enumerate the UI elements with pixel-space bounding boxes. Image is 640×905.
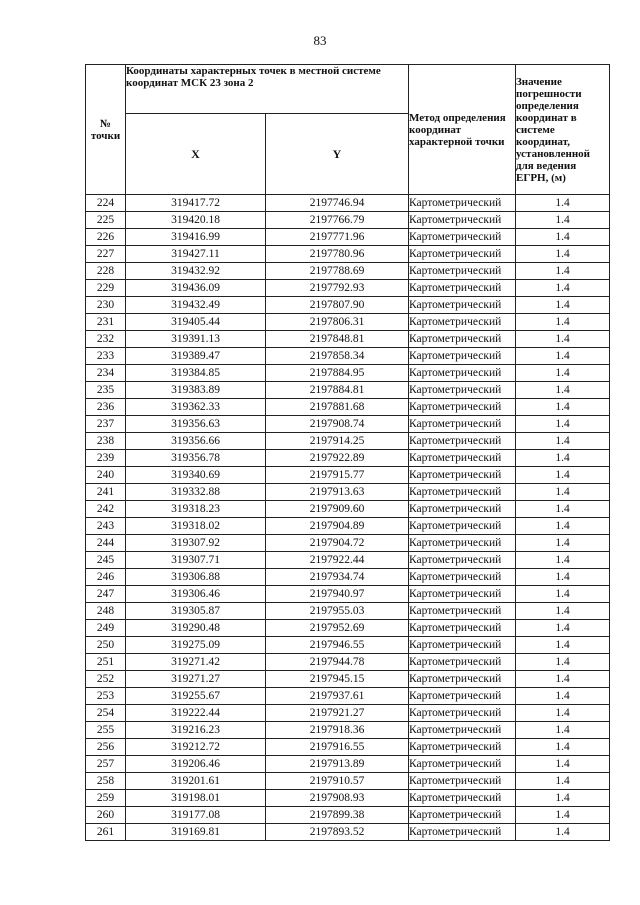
cell-method: Картометрический bbox=[409, 501, 516, 518]
cell-point-number: 230 bbox=[86, 297, 126, 314]
cell-method: Картометрический bbox=[409, 688, 516, 705]
cell-method: Картометрический bbox=[409, 331, 516, 348]
cell-accuracy: 1.4 bbox=[516, 586, 610, 603]
cell-point-number: 254 bbox=[86, 705, 126, 722]
cell-method: Картометрический bbox=[409, 246, 516, 263]
cell-method: Картометрический bbox=[409, 365, 516, 382]
cell-accuracy: 1.4 bbox=[516, 535, 610, 552]
cell-point-number: 229 bbox=[86, 280, 126, 297]
cell-accuracy: 1.4 bbox=[516, 603, 610, 620]
table-row bbox=[86, 280, 610, 297]
cell-x: 319416.99 bbox=[126, 229, 266, 246]
cell-point-number: 250 bbox=[86, 637, 126, 654]
cell-y: 2197908.93 bbox=[266, 790, 409, 807]
cell-x: 319356.63 bbox=[126, 416, 266, 433]
cell-y: 2197922.89 bbox=[266, 450, 409, 467]
cell-accuracy: 1.4 bbox=[516, 450, 610, 467]
cell-x: 319201.61 bbox=[126, 773, 266, 790]
cell-point-number: 251 bbox=[86, 654, 126, 671]
cell-accuracy: 1.4 bbox=[516, 756, 610, 773]
cell-accuracy: 1.4 bbox=[516, 654, 610, 671]
table-header bbox=[86, 65, 610, 195]
cell-point-number: 248 bbox=[86, 603, 126, 620]
cell-point-number: 241 bbox=[86, 484, 126, 501]
cell-point-number: 258 bbox=[86, 773, 126, 790]
cell-method: Картометрический bbox=[409, 654, 516, 671]
cell-x: 319222.44 bbox=[126, 705, 266, 722]
cell-y: 2197858.34 bbox=[266, 348, 409, 365]
table-row bbox=[86, 246, 610, 263]
cell-x: 319177.08 bbox=[126, 807, 266, 824]
cell-x: 319417.72 bbox=[126, 195, 266, 212]
cell-method: Картометрический bbox=[409, 382, 516, 399]
cell-point-number: 256 bbox=[86, 739, 126, 756]
cell-x: 319432.92 bbox=[126, 263, 266, 280]
cell-x: 319405.44 bbox=[126, 314, 266, 331]
cell-y: 2197792.93 bbox=[266, 280, 409, 297]
cell-accuracy: 1.4 bbox=[516, 620, 610, 637]
cell-point-number: 242 bbox=[86, 501, 126, 518]
cell-y: 2197884.95 bbox=[266, 365, 409, 382]
cell-point-number: 237 bbox=[86, 416, 126, 433]
cell-method: Картометрический bbox=[409, 212, 516, 229]
cell-y: 2197937.61 bbox=[266, 688, 409, 705]
table-row bbox=[86, 382, 610, 399]
cell-accuracy: 1.4 bbox=[516, 807, 610, 824]
cell-accuracy: 1.4 bbox=[516, 773, 610, 790]
cell-method: Картометрический bbox=[409, 263, 516, 280]
cell-y: 2197918.36 bbox=[266, 722, 409, 739]
table-row bbox=[86, 722, 610, 739]
cell-point-number: 227 bbox=[86, 246, 126, 263]
cell-method: Картометрический bbox=[409, 603, 516, 620]
cell-x: 319306.88 bbox=[126, 569, 266, 586]
cell-y: 2197909.60 bbox=[266, 501, 409, 518]
cell-method: Картометрический bbox=[409, 416, 516, 433]
cell-accuracy: 1.4 bbox=[516, 722, 610, 739]
table-row bbox=[86, 450, 610, 467]
table-row bbox=[86, 824, 610, 841]
table-row bbox=[86, 416, 610, 433]
cell-x: 319383.89 bbox=[126, 382, 266, 399]
cell-x: 319290.48 bbox=[126, 620, 266, 637]
cell-method: Картометрический bbox=[409, 280, 516, 297]
cell-accuracy: 1.4 bbox=[516, 484, 610, 501]
cell-x: 319389.47 bbox=[126, 348, 266, 365]
coordinates-table bbox=[85, 64, 610, 841]
header-y: Y bbox=[266, 114, 409, 195]
cell-x: 319275.09 bbox=[126, 637, 266, 654]
cell-accuracy: 1.4 bbox=[516, 569, 610, 586]
cell-method: Картометрический bbox=[409, 450, 516, 467]
cell-point-number: 259 bbox=[86, 790, 126, 807]
cell-accuracy: 1.4 bbox=[516, 348, 610, 365]
page-number: 83 bbox=[313, 33, 327, 48]
cell-point-number: 260 bbox=[86, 807, 126, 824]
table-row bbox=[86, 654, 610, 671]
header-method: Метод определения координат характерной точки bbox=[409, 65, 516, 195]
table-row bbox=[86, 484, 610, 501]
table-row bbox=[86, 586, 610, 603]
table-row bbox=[86, 297, 610, 314]
cell-method: Картометрический bbox=[409, 705, 516, 722]
cell-method: Картометрический bbox=[409, 620, 516, 637]
cell-point-number: 239 bbox=[86, 450, 126, 467]
cell-accuracy: 1.4 bbox=[516, 433, 610, 450]
cell-method: Картометрический bbox=[409, 535, 516, 552]
table-row bbox=[86, 518, 610, 535]
table-row bbox=[86, 739, 610, 756]
cell-y: 2197921.27 bbox=[266, 705, 409, 722]
table-row bbox=[86, 467, 610, 484]
cell-point-number: 233 bbox=[86, 348, 126, 365]
cell-method: Картометрический bbox=[409, 569, 516, 586]
cell-method: Картометрический bbox=[409, 518, 516, 535]
cell-x: 319318.02 bbox=[126, 518, 266, 535]
cell-y: 2197908.74 bbox=[266, 416, 409, 433]
table-row bbox=[86, 620, 610, 637]
cell-x: 319212.72 bbox=[126, 739, 266, 756]
cell-accuracy: 1.4 bbox=[516, 688, 610, 705]
cell-accuracy: 1.4 bbox=[516, 518, 610, 535]
cell-y: 2197806.31 bbox=[266, 314, 409, 331]
header-x: X bbox=[126, 114, 266, 195]
cell-point-number: 234 bbox=[86, 365, 126, 382]
cell-y: 2197915.77 bbox=[266, 467, 409, 484]
cell-point-number: 243 bbox=[86, 518, 126, 535]
cell-method: Картометрический bbox=[409, 807, 516, 824]
cell-accuracy: 1.4 bbox=[516, 739, 610, 756]
cell-point-number: 224 bbox=[86, 195, 126, 212]
cell-accuracy: 1.4 bbox=[516, 280, 610, 297]
cell-accuracy: 1.4 bbox=[516, 705, 610, 722]
cell-y: 2197884.81 bbox=[266, 382, 409, 399]
table-row bbox=[86, 603, 610, 620]
cell-x: 319432.49 bbox=[126, 297, 266, 314]
cell-x: 319169.81 bbox=[126, 824, 266, 841]
cell-y: 2197788.69 bbox=[266, 263, 409, 280]
cell-method: Картометрический bbox=[409, 195, 516, 212]
cell-x: 319384.85 bbox=[126, 365, 266, 382]
cell-method: Картометрический bbox=[409, 399, 516, 416]
cell-accuracy: 1.4 bbox=[516, 416, 610, 433]
cell-accuracy: 1.4 bbox=[516, 671, 610, 688]
cell-point-number: 231 bbox=[86, 314, 126, 331]
cell-accuracy: 1.4 bbox=[516, 790, 610, 807]
cell-point-number: 232 bbox=[86, 331, 126, 348]
cell-point-number: 252 bbox=[86, 671, 126, 688]
cell-y: 2197913.89 bbox=[266, 756, 409, 773]
cell-accuracy: 1.4 bbox=[516, 212, 610, 229]
cell-method: Картометрический bbox=[409, 314, 516, 331]
cell-x: 319318.23 bbox=[126, 501, 266, 518]
cell-x: 319332.88 bbox=[126, 484, 266, 501]
cell-x: 319306.46 bbox=[126, 586, 266, 603]
cell-y: 2197910.57 bbox=[266, 773, 409, 790]
cell-method: Картометрический bbox=[409, 722, 516, 739]
cell-point-number: 225 bbox=[86, 212, 126, 229]
cell-y: 2197914.25 bbox=[266, 433, 409, 450]
cell-accuracy: 1.4 bbox=[516, 637, 610, 654]
cell-y: 2197913.63 bbox=[266, 484, 409, 501]
table-row bbox=[86, 773, 610, 790]
table-row bbox=[86, 688, 610, 705]
cell-x: 319362.33 bbox=[126, 399, 266, 416]
header-accuracy: Значение погрешности определения координат в системе координат, установленной для ведения ЕГРН, (м) bbox=[516, 65, 610, 195]
cell-accuracy: 1.4 bbox=[516, 331, 610, 348]
table-row bbox=[86, 637, 610, 654]
cell-x: 319391.13 bbox=[126, 331, 266, 348]
cell-accuracy: 1.4 bbox=[516, 314, 610, 331]
cell-y: 2197904.89 bbox=[266, 518, 409, 535]
cell-x: 319255.67 bbox=[126, 688, 266, 705]
cell-point-number: 226 bbox=[86, 229, 126, 246]
table-row bbox=[86, 348, 610, 365]
cell-point-number: 257 bbox=[86, 756, 126, 773]
table-row bbox=[86, 399, 610, 416]
cell-x: 319206.46 bbox=[126, 756, 266, 773]
cell-method: Картометрический bbox=[409, 348, 516, 365]
cell-point-number: 253 bbox=[86, 688, 126, 705]
cell-y: 2197807.90 bbox=[266, 297, 409, 314]
table-row bbox=[86, 365, 610, 382]
cell-x: 319356.78 bbox=[126, 450, 266, 467]
cell-y: 2197944.78 bbox=[266, 654, 409, 671]
table-row bbox=[86, 331, 610, 348]
cell-x: 319271.42 bbox=[126, 654, 266, 671]
cell-accuracy: 1.4 bbox=[516, 297, 610, 314]
cell-accuracy: 1.4 bbox=[516, 824, 610, 841]
cell-method: Картометрический bbox=[409, 637, 516, 654]
cell-y: 2197955.03 bbox=[266, 603, 409, 620]
table-row bbox=[86, 229, 610, 246]
cell-x: 319307.71 bbox=[126, 552, 266, 569]
cell-x: 319420.18 bbox=[126, 212, 266, 229]
table-row bbox=[86, 212, 610, 229]
cell-y: 2197848.81 bbox=[266, 331, 409, 348]
cell-x: 319307.92 bbox=[126, 535, 266, 552]
cell-accuracy: 1.4 bbox=[516, 195, 610, 212]
table-row bbox=[86, 195, 610, 212]
cell-point-number: 246 bbox=[86, 569, 126, 586]
cell-accuracy: 1.4 bbox=[516, 246, 610, 263]
cell-method: Картометрический bbox=[409, 552, 516, 569]
cell-point-number: 245 bbox=[86, 552, 126, 569]
table-row bbox=[86, 314, 610, 331]
cell-point-number: 247 bbox=[86, 586, 126, 603]
cell-y: 2197922.44 bbox=[266, 552, 409, 569]
cell-point-number: 255 bbox=[86, 722, 126, 739]
cell-x: 319271.27 bbox=[126, 671, 266, 688]
cell-y: 2197780.96 bbox=[266, 246, 409, 263]
cell-point-number: 236 bbox=[86, 399, 126, 416]
cell-x: 319216.23 bbox=[126, 722, 266, 739]
cell-y: 2197946.55 bbox=[266, 637, 409, 654]
cell-point-number: 261 bbox=[86, 824, 126, 841]
cell-y: 2197746.94 bbox=[266, 195, 409, 212]
cell-method: Картометрический bbox=[409, 756, 516, 773]
table-body bbox=[86, 195, 610, 841]
header-point-number: № точки bbox=[86, 65, 126, 195]
cell-method: Картометрический bbox=[409, 773, 516, 790]
cell-y: 2197952.69 bbox=[266, 620, 409, 637]
cell-accuracy: 1.4 bbox=[516, 501, 610, 518]
table-row bbox=[86, 263, 610, 280]
table-row bbox=[86, 535, 610, 552]
table-row bbox=[86, 807, 610, 824]
cell-method: Картометрический bbox=[409, 671, 516, 688]
cell-method: Картометрический bbox=[409, 229, 516, 246]
cell-x: 319305.87 bbox=[126, 603, 266, 620]
table-row bbox=[86, 671, 610, 688]
cell-method: Картометрический bbox=[409, 297, 516, 314]
cell-x: 319427.11 bbox=[126, 246, 266, 263]
cell-y: 2197771.96 bbox=[266, 229, 409, 246]
table-row bbox=[86, 756, 610, 773]
cell-method: Картометрический bbox=[409, 467, 516, 484]
table-row bbox=[86, 790, 610, 807]
table-row bbox=[86, 569, 610, 586]
header-coordinates: Координаты характерных точек в местной системе координат МСК 23 зона 2 bbox=[126, 65, 409, 114]
cell-point-number: 238 bbox=[86, 433, 126, 450]
cell-x: 319436.09 bbox=[126, 280, 266, 297]
cell-accuracy: 1.4 bbox=[516, 552, 610, 569]
cell-accuracy: 1.4 bbox=[516, 263, 610, 280]
cell-point-number: 240 bbox=[86, 467, 126, 484]
cell-y: 2197899.38 bbox=[266, 807, 409, 824]
cell-point-number: 235 bbox=[86, 382, 126, 399]
table-row bbox=[86, 705, 610, 722]
cell-y: 2197766.79 bbox=[266, 212, 409, 229]
cell-y: 2197934.74 bbox=[266, 569, 409, 586]
cell-method: Картометрический bbox=[409, 824, 516, 841]
cell-y: 2197940.97 bbox=[266, 586, 409, 603]
cell-accuracy: 1.4 bbox=[516, 382, 610, 399]
table-row bbox=[86, 552, 610, 569]
cell-accuracy: 1.4 bbox=[516, 365, 610, 382]
cell-accuracy: 1.4 bbox=[516, 229, 610, 246]
cell-method: Картометрический bbox=[409, 433, 516, 450]
cell-method: Картометрический bbox=[409, 739, 516, 756]
cell-accuracy: 1.4 bbox=[516, 399, 610, 416]
cell-x: 319198.01 bbox=[126, 790, 266, 807]
table-row bbox=[86, 501, 610, 518]
cell-y: 2197904.72 bbox=[266, 535, 409, 552]
cell-point-number: 228 bbox=[86, 263, 126, 280]
table-row bbox=[86, 433, 610, 450]
cell-point-number: 244 bbox=[86, 535, 126, 552]
cell-x: 319356.66 bbox=[126, 433, 266, 450]
cell-method: Картометрический bbox=[409, 790, 516, 807]
cell-y: 2197916.55 bbox=[266, 739, 409, 756]
cell-y: 2197945.15 bbox=[266, 671, 409, 688]
cell-accuracy: 1.4 bbox=[516, 467, 610, 484]
cell-method: Картометрический bbox=[409, 484, 516, 501]
cell-point-number: 249 bbox=[86, 620, 126, 637]
cell-y: 2197881.68 bbox=[266, 399, 409, 416]
cell-y: 2197893.52 bbox=[266, 824, 409, 841]
cell-method: Картометрический bbox=[409, 586, 516, 603]
cell-x: 319340.69 bbox=[126, 467, 266, 484]
